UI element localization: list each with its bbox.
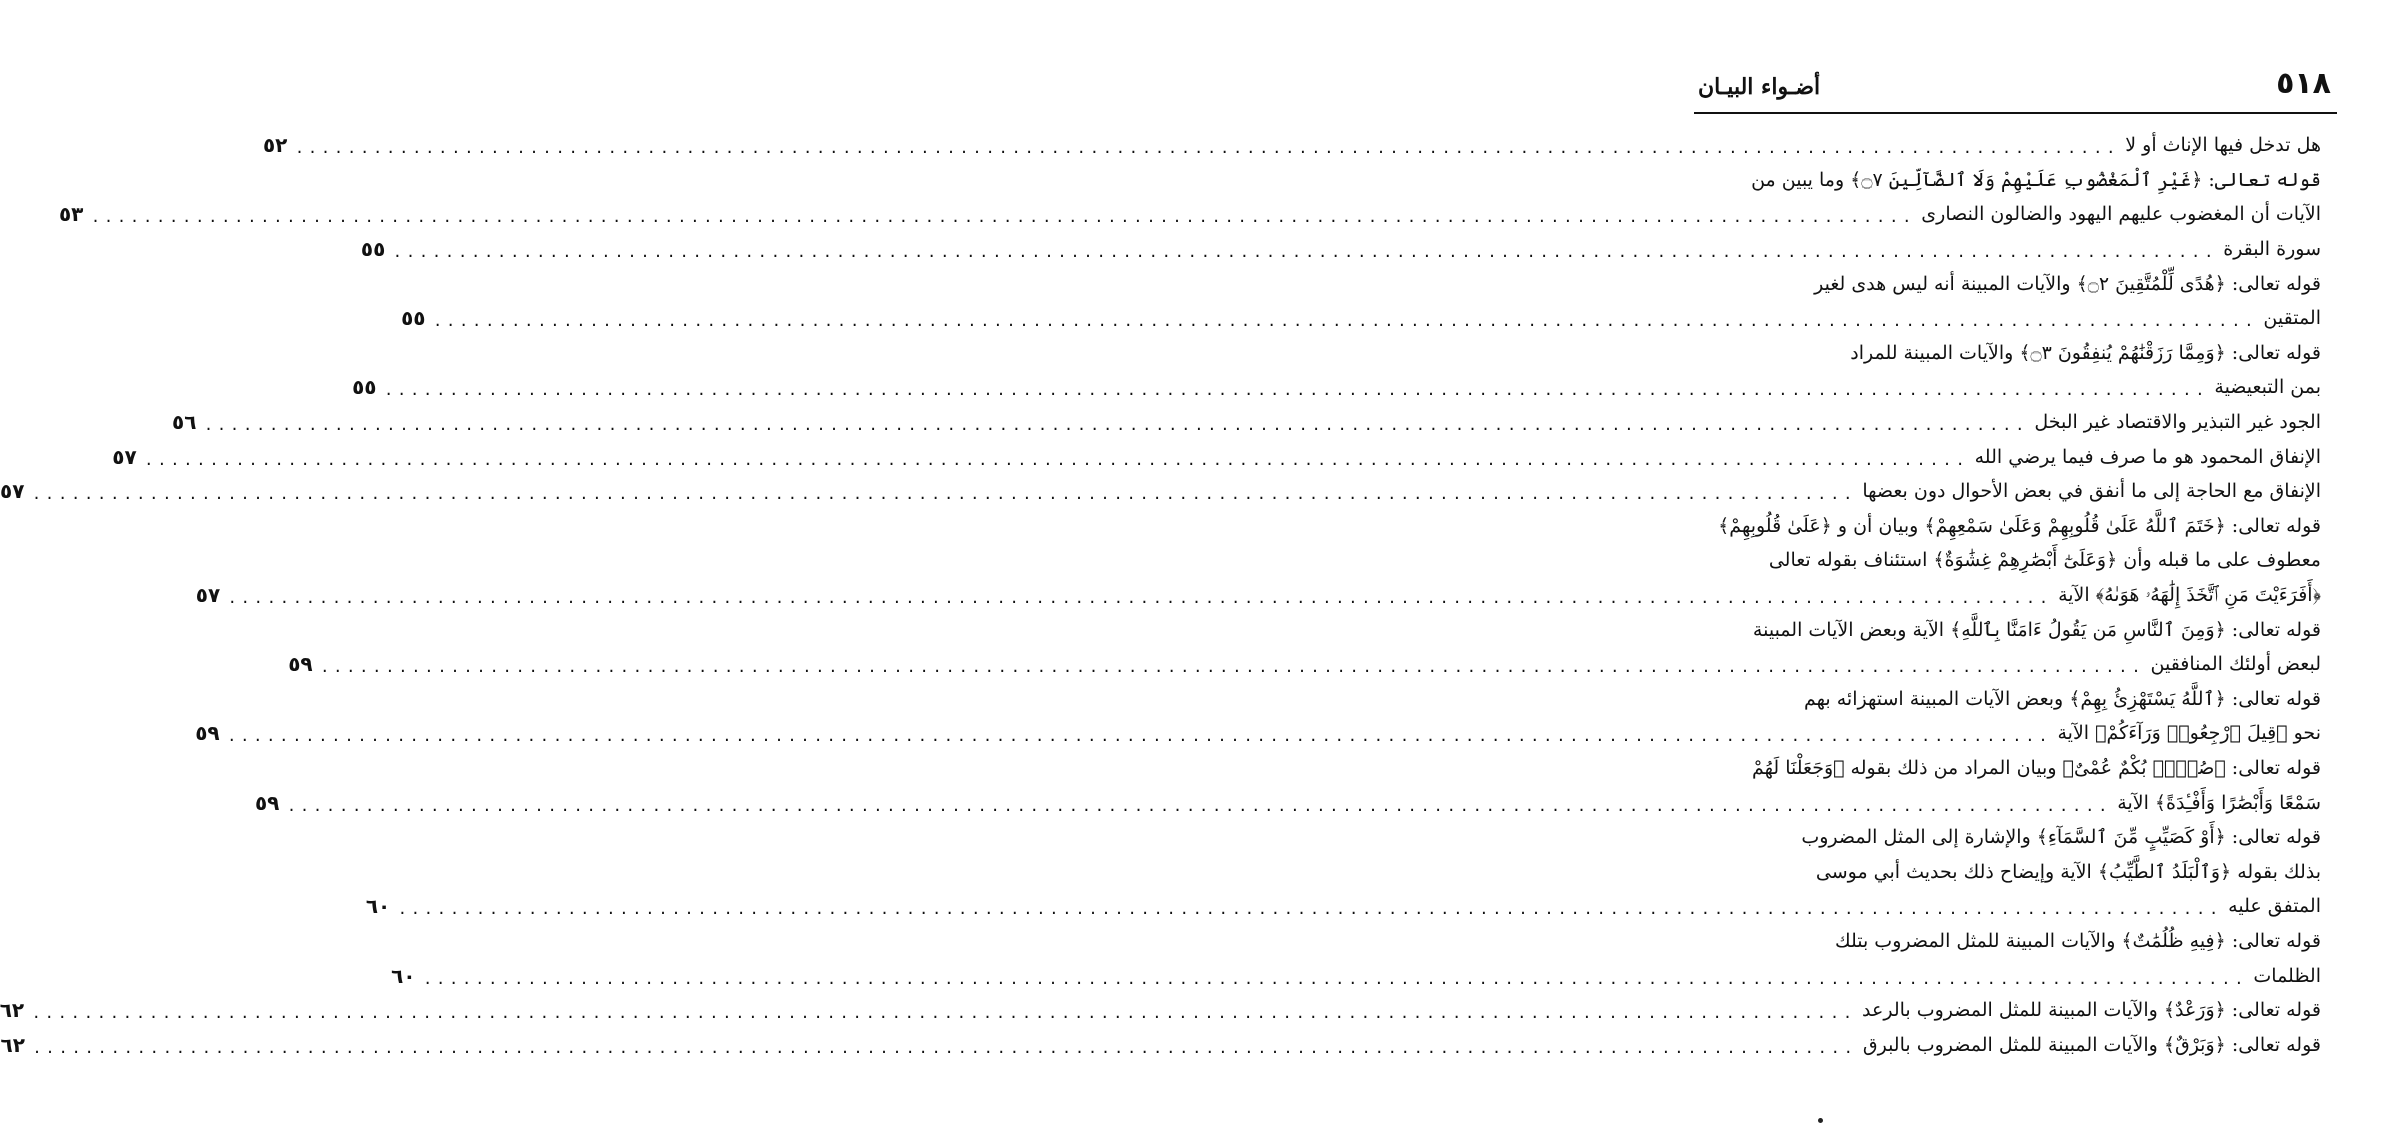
- index-entry: [58, 197, 2321, 232]
- entry-text: بمن التبعيضية: [2214, 376, 2321, 399]
- index-entry: [360, 232, 2321, 267]
- entry-text: الجود غير التبذير والاقتصاد غير البخل: [2034, 411, 2321, 434]
- index-entry: [1710, 543, 2321, 578]
- index-entry: [288, 647, 2321, 682]
- entry-text: ﴿أَفَرَءَيْتَ مَنِ ٱتَّخَذَ إِلَٰهَهُۥ هَوَىٰهُ﴾ الآية: [2058, 584, 2321, 607]
- dot-leader: ............................................................................................................................................: [423, 969, 2248, 988]
- entry-page-number: ٥٧: [195, 583, 221, 608]
- index-entry: [1710, 266, 2321, 301]
- entry-text: قوله تعالى: ﴿فِيهِ ظُلُمَٰتٌ﴾ والآيات المبينة للمثل المضروب بتلك: [1834, 929, 2321, 952]
- entry-text: نحو ﴿قِيلَ ٱرْجِعُوا۟ وَرَآءَكُمْ﴾ الآية: [2057, 722, 2321, 745]
- index-entry: [262, 128, 2321, 163]
- entry-text: سورة البقرة: [2223, 238, 2321, 261]
- index-entry: [0, 993, 2321, 1028]
- print-speck: [1818, 1118, 1823, 1123]
- entry-text: قوله تعالى: ﴿هُدًى لِّلْمُتَّقِينَ ۝٢﴾ والآيات المبينة أنه ليس هدى لغير: [1814, 272, 2321, 295]
- entry-text: الإنفاق المحمود هو ما صرف فيما يرضي الله: [1974, 445, 2321, 468]
- entry-text: سَمْعًا وَأَبْصَٰرًا وَأَفْـِٔدَةً﴾ الآية: [2117, 791, 2321, 814]
- dot-leader: ............................................................................................................................................: [286, 796, 2112, 815]
- index-entry: [365, 889, 2321, 924]
- index-entry: [112, 439, 2321, 474]
- index-entries: [0, 128, 2321, 1062]
- entry-page-number: ٦٢: [0, 998, 25, 1023]
- entry-text: الآيات أن المغضوب عليهم اليهود والضالون النصارى: [1921, 203, 2321, 226]
- entry-text: قوله تعالى: ﴿وَمِمَّا رَزَقْنَٰهُمْ يُنفِقُونَ ۝٣﴾ والآيات المبينة للمراد: [1850, 341, 2321, 364]
- entry-text: الإنفاق مع الحاجة إلى ما أنفق في بعض الأحوال دون بعضها: [1862, 480, 2321, 503]
- entry-page-number: ٥٥: [352, 375, 377, 400]
- dot-leader: ............................................................................................................................................: [32, 1038, 1857, 1057]
- entry-text: قوله تعالى: ﴿وَبَرْقٌ﴾ والآيات المبينة للمثل المضروب بالبرق: [1862, 1033, 2321, 1056]
- entry-page-number: ٥٥: [401, 306, 426, 331]
- entry-text: لبعض أولئك المنافقين: [2150, 653, 2321, 676]
- index-entry: [1710, 336, 2321, 371]
- dot-leader: ............................................................................................................................................: [204, 416, 2029, 435]
- dot-leader: ............................................................................................................................................: [32, 485, 1857, 504]
- page-header: [1694, 62, 2337, 114]
- entry-page-number: ٥٧: [0, 479, 25, 504]
- page-number: ٥١٨: [2276, 66, 2331, 101]
- dot-leader: ............................................................................................................................................: [320, 658, 2145, 677]
- index-entry: [195, 716, 2321, 751]
- entry-page-number: ٥٩: [195, 721, 220, 746]
- index-entry: [1710, 820, 2321, 855]
- entry-text: بذلك بقوله ﴿وَٱلْبَلَدُ ٱلطَّيِّبُ﴾ الآية وإيضاح ذلك بحديث أبي موسى: [1815, 860, 2321, 883]
- running-title: أضـواء البيـان: [1698, 74, 1821, 100]
- entry-text: قوله تعالى: ﴿وَمِنَ ٱلنَّاسِ مَن يَقُولُ ءَامَنَّا بِٱللَّهِ﴾ الآية وبعض الآيات المبينة: [1752, 618, 2321, 641]
- entry-page-number: ٥٧: [112, 444, 137, 469]
- dot-leader: ............................................................................................................................................: [433, 312, 2258, 331]
- dot-leader: ............................................................................................................................................: [384, 381, 2209, 400]
- index-entry: [1710, 924, 2321, 959]
- dot-leader: ............................................................................................................................................: [227, 589, 2053, 608]
- entry-page-number: ٦٢: [0, 1032, 25, 1057]
- index-entry: [1710, 509, 2321, 544]
- entry-text: الظلمات: [2253, 964, 2321, 987]
- index-entry: [1710, 751, 2321, 786]
- index-entry: [1710, 612, 2321, 647]
- index-entry: [401, 301, 2321, 336]
- entry-text: قوله تعالى: ﴿خَتَمَ ٱللَّهُ عَلَىٰ قُلُوبِهِمْ وَعَلَىٰ سَمْعِهِمْ﴾ وبيان أن و ﴿عَلَىٰ قُلُوبِهِمْ﴾: [1718, 514, 2321, 537]
- entry-text: قوله تعالى: ﴿ٱللَّهُ يَسْتَهْزِئُ بِهِمْ﴾ وبعض الآيات المبينة استهزائه بهم: [1804, 687, 2321, 710]
- dot-leader: ............................................................................................................................................: [294, 139, 2120, 158]
- index-entry: [0, 474, 2321, 509]
- dot-leader: ............................................................................................................................................: [90, 208, 1916, 227]
- entry-page-number: ٦٠: [391, 963, 416, 988]
- index-entry: [195, 578, 2321, 613]
- entry-page-number: ٥٦: [172, 410, 197, 435]
- index-entry: [1710, 854, 2321, 889]
- entry-page-number: ٥٣: [58, 202, 84, 227]
- dot-leader: ............................................................................................................................................: [144, 450, 1969, 469]
- index-entry: [1710, 163, 2321, 198]
- entry-text: المتقين: [2263, 307, 2321, 330]
- entry-text: قوله تعالى: ﴿أَوْ كَصَيِّبٍ مِّنَ ٱلسَّمَآءِ﴾ والإشارة إلى المثل المضروب: [1801, 826, 2321, 849]
- entry-page-number: ٥٩: [288, 652, 313, 677]
- index-entry: [172, 405, 2321, 440]
- dot-leader: ............................................................................................................................................: [392, 243, 2218, 262]
- entry-text: قوله تعالى: ﴿وَرَعْدٌ﴾ والآيات المبينة للمثل المضروب بالرعد: [1862, 999, 2321, 1022]
- entry-text: قوله تعالى: ﴿غَيْرِ ٱلْمَغْضُوبِ عَلَيْهِمْ وَلَا ٱلضَّآلِّينَ ۝٧﴾ وما يبين من: [1751, 168, 2321, 191]
- dot-leader: ............................................................................................................................................: [227, 727, 2052, 746]
- dot-leader: ............................................................................................................................................: [397, 900, 2223, 919]
- entry-page-number: ٥٢: [262, 133, 288, 158]
- entry-page-number: ٥٥: [360, 237, 386, 262]
- index-entry: [352, 370, 2321, 405]
- entry-text: معطوف على ما قبله وأن ﴿وَعَلَىٰٓ أَبْصَٰرِهِمْ غِشَٰوَةٌ﴾ استئناف بقوله تعالى: [1768, 549, 2321, 572]
- index-entry: [254, 785, 2321, 820]
- dot-leader: ............................................................................................................................................: [31, 1004, 1857, 1023]
- index-entry: [1710, 682, 2321, 717]
- entry-text: المتفق عليه: [2228, 895, 2321, 918]
- index-entry: [391, 958, 2321, 993]
- index-entry: [0, 1027, 2321, 1062]
- entry-text: قوله تعالى: ﴿صُمٌّۢ بُكْمٌ عُمْىٌ﴾ وبيان المراد من ذلك بقوله ﴿وَجَعَلْنَا لَهُمْ: [1751, 756, 2321, 779]
- entry-text: هل تدخل فيها الإناث أو لا: [2125, 134, 2321, 157]
- entry-page-number: ٦٠: [365, 894, 391, 919]
- entry-page-number: ٥٩: [254, 790, 280, 815]
